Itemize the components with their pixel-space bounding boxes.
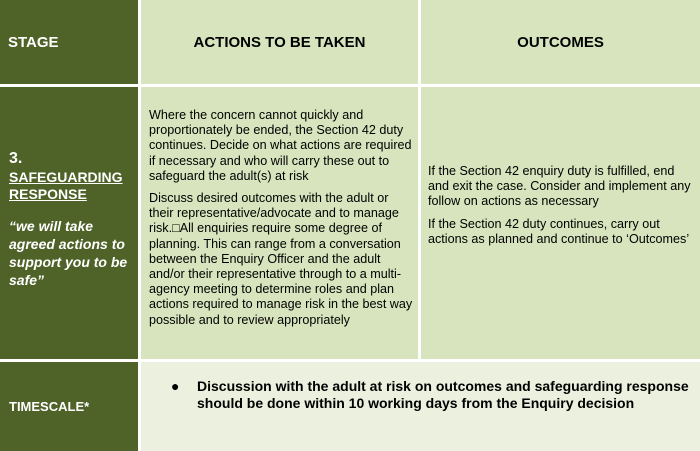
stage-title-line2: RESPONSE [9, 186, 87, 202]
header-actions-cell [141, 0, 418, 84]
stage-number: 3. [9, 150, 23, 167]
stage-title-line1: SAFEGUARDING [9, 169, 123, 185]
timescale-body-cell [141, 362, 700, 451]
header-stage-cell [0, 0, 138, 84]
timescale-bullet-text: Discussion with the adult at risk on outcomes and safeguarding response should be done within 10 working days from the Enquiry decision [197, 378, 689, 411]
actions-paragraph-1: Where the concern cannot quickly and proportionately be ended, the Section 42 duty continues. Decide on what actions are required if necessary and who will carry these out to safeguard the adult(s) at risk [149, 108, 412, 183]
actions-cell [141, 87, 418, 359]
timescale-bullet-item [141, 362, 700, 412]
timescale-label: TIMESCALE* [9, 399, 90, 414]
bullet-dot-icon: ● [171, 378, 180, 394]
outcomes-paragraph-1: If the Section 42 enquiry duty is fulfilled, end and exit the case. Consider and implement any follow on actions as necessary [428, 164, 691, 209]
header-outcomes: OUTCOMES [517, 33, 604, 51]
actions-paragraph-2: Discuss desired outcomes with the adult or their representative/advocate and to manage risk.□All enquiries require some degree of planning. This can range from a conversation between the Enquiry Officer and the adult and/or their representative through to a multi-agency meeting to determine roles and plan actions required to manage risk in the best way possible and to review appropriately [149, 191, 413, 327]
header-actions: ACTIONS TO BE TAKEN [193, 33, 366, 51]
outcomes-paragraph-2: If the Section 42 duty continues, carry out actions as planned and continue to ‘Outcomes’ [428, 216, 690, 246]
header-outcomes-cell [421, 0, 700, 84]
header-stage: STAGE [8, 33, 59, 51]
outcomes-cell [421, 87, 700, 359]
timescale-label-cell [0, 362, 138, 451]
stage-cell [0, 87, 138, 359]
stage-quote: “we will take agreed actions to support you to be safe” [9, 218, 128, 288]
